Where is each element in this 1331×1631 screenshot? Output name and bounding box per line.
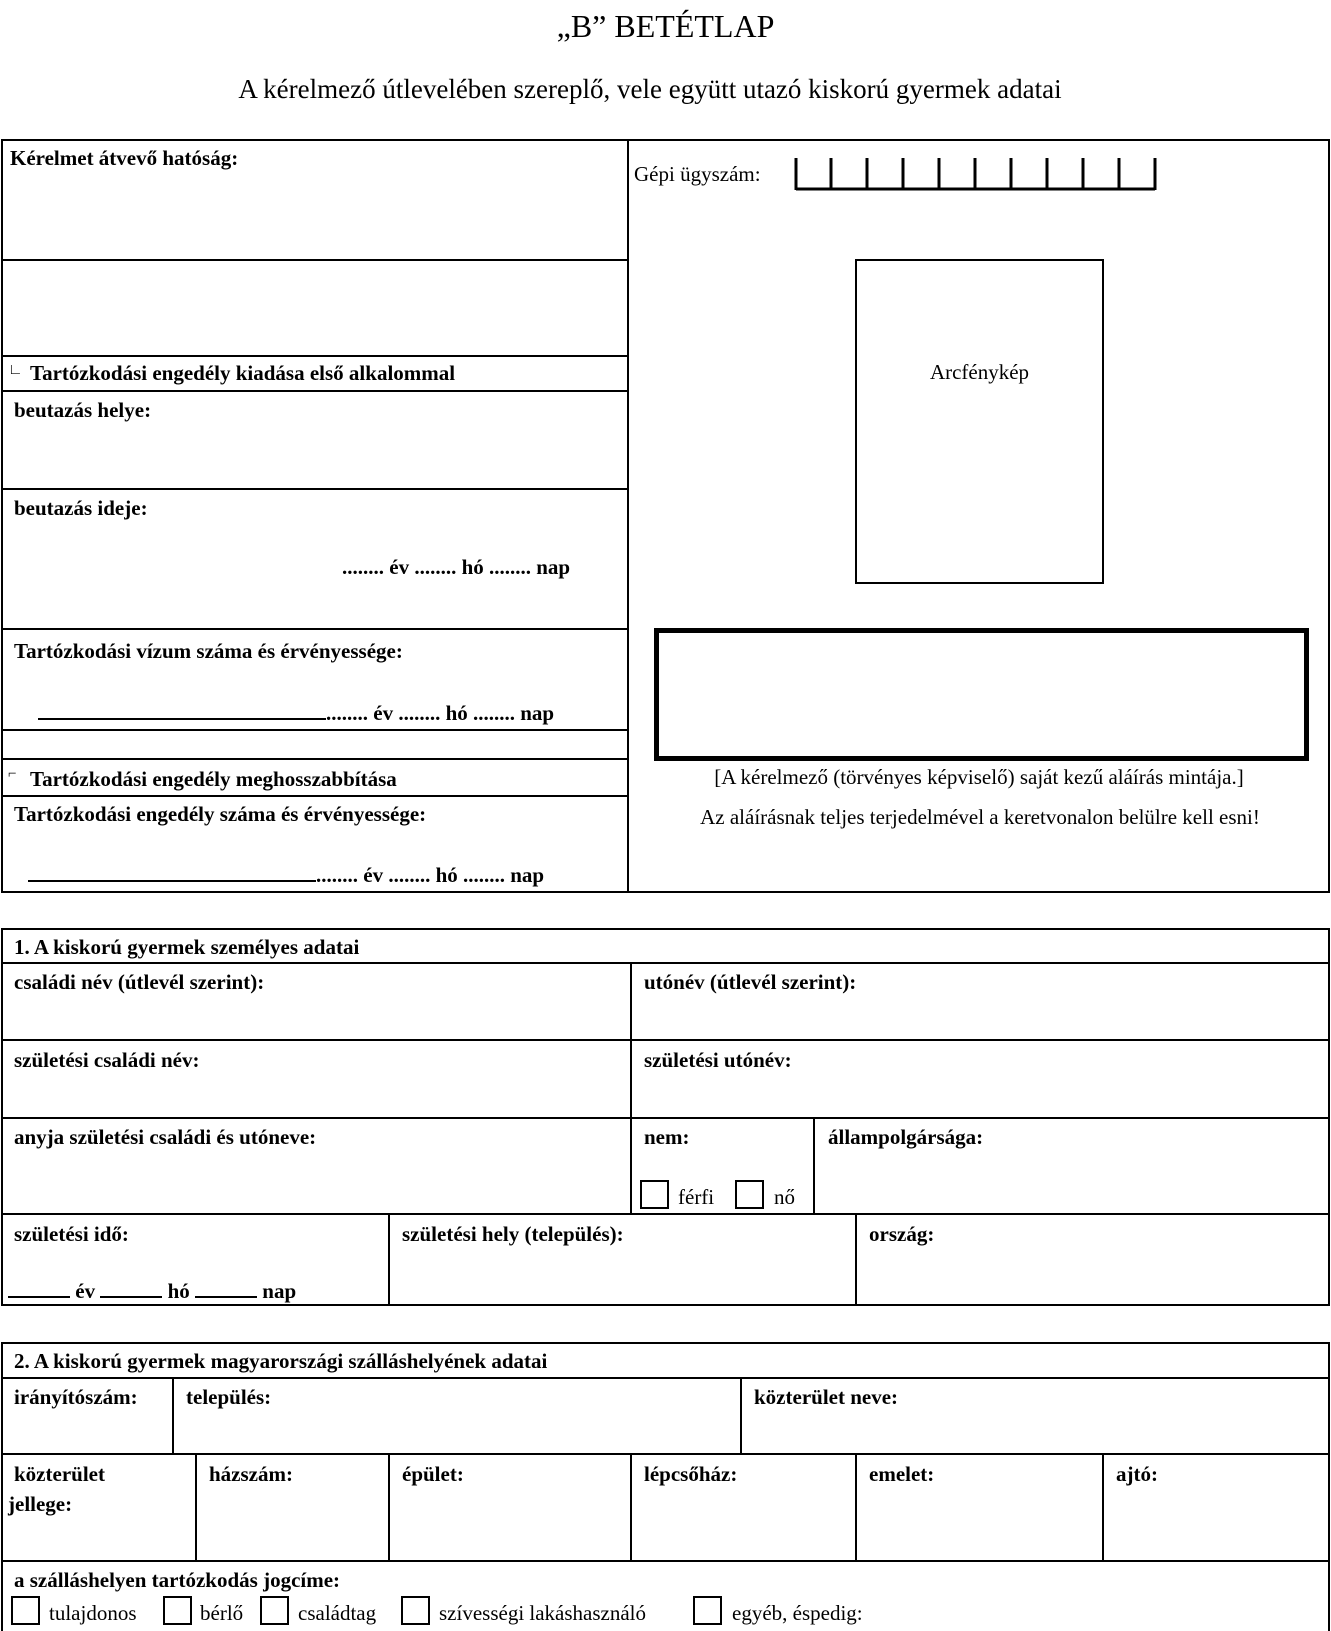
authority-field[interactable] [3, 175, 625, 257]
divider [1, 1039, 1330, 1041]
authority-extra-field[interactable] [3, 262, 625, 354]
signature-caption: [A kérelmező (törvényes képviselő) saját kezű aláírás mintája.] [714, 765, 1244, 789]
birth-month-blank[interactable] [100, 1278, 162, 1298]
other-checkbox[interactable] [693, 1596, 722, 1625]
extension-checkbox-icon[interactable]: ⌐ [8, 766, 17, 782]
divider [1, 1213, 1330, 1215]
visa-label: Tartózkodási vízum száma és érvényessége: [14, 639, 403, 663]
divider [855, 1213, 857, 1306]
sex-label: nem: [644, 1125, 690, 1149]
birth-family-name-field[interactable] [3, 1076, 628, 1116]
birth-family-name-label: születési családi név: [14, 1048, 200, 1072]
authority-label: Kérelmet átvevő hatóság: [10, 146, 239, 170]
form-subtitle: A kérelmező útlevelében szereplő, vele együtt utazó kiskorú gyermek adatai [238, 74, 1062, 104]
divider [1, 795, 627, 797]
house-number-label: házszám: [209, 1462, 293, 1486]
entry-time-label: beutazás ideje: [14, 496, 148, 520]
courtesy-user-label: szívességi lakáshasználó [439, 1601, 647, 1625]
permit-number-blank[interactable] [28, 862, 316, 882]
owner-label: tulajdonos [49, 1601, 137, 1625]
divider [195, 1453, 197, 1560]
section1-title: 1. A kiskorú gyermek személyes adatai [14, 935, 360, 959]
street-type-label-1: közterület [14, 1462, 105, 1486]
given-name-field[interactable] [633, 1000, 1328, 1038]
female-label: nő [774, 1185, 795, 1209]
street-type-label-2: jellege: [8, 1492, 73, 1516]
divider [1, 628, 627, 630]
owner-checkbox[interactable] [11, 1596, 40, 1625]
birth-place-label: születési hely (település): [402, 1222, 624, 1246]
birth-year-label: év [75, 1279, 96, 1303]
legal-basis-label: a szálláshelyen tartózkodás jogcíme: [14, 1568, 341, 1592]
divider [388, 1453, 390, 1560]
birth-day-label: nap [262, 1279, 297, 1303]
entry-place-field[interactable] [3, 425, 625, 487]
visa-number-blank[interactable] [38, 700, 326, 720]
section2-title: 2. A kiskorú gyermek magyarországi szálláshelyének adatai [14, 1349, 548, 1373]
postcode-label: irányítószám: [14, 1385, 138, 1409]
tenant-label: bérlő [200, 1601, 244, 1625]
birth-date-value[interactable] [8, 1278, 296, 1304]
divider [740, 1377, 742, 1453]
citizenship-label: állampolgársága: [828, 1125, 984, 1149]
floor-label: emelet: [869, 1462, 935, 1486]
male-label: férfi [678, 1185, 715, 1209]
family-member-checkbox[interactable] [260, 1596, 289, 1625]
extension-label: Tartózkodási engedély meghosszabbítása [30, 767, 397, 791]
divider [1, 1560, 1330, 1562]
family-name-label: családi név (útlevél szerint): [14, 970, 265, 994]
signature-box[interactable] [654, 628, 1309, 761]
divider [630, 962, 632, 1213]
staircase-label: lépcsőház: [644, 1462, 738, 1486]
divider [172, 1377, 174, 1453]
divider [1, 729, 627, 731]
divider [1, 259, 627, 261]
case-number-boxes[interactable] [793, 156, 1158, 192]
family-name-field[interactable] [3, 1000, 628, 1038]
divider [1, 1453, 1330, 1455]
entry-time-date[interactable]: ........ év ........ hó ........ nap [342, 555, 571, 579]
birth-day-blank[interactable] [195, 1278, 257, 1298]
street-name-label: közterület neve: [754, 1385, 899, 1409]
door-label: ajtó: [1116, 1462, 1158, 1486]
photo-box [855, 259, 1104, 584]
divider [1, 488, 627, 490]
birth-month-label: hó [167, 1279, 190, 1303]
first-issue-label: Tartózkodási engedély kiadása első alkalommal [30, 361, 456, 385]
permit-value[interactable] [28, 862, 544, 888]
mother-name-label: anyja születési családi és utóneve: [14, 1125, 317, 1149]
divider [1, 1377, 1330, 1379]
building-label: épület: [402, 1462, 464, 1486]
birth-given-name-label: születési utónév: [644, 1048, 792, 1072]
first-issue-checkbox-icon[interactable]: ∟ [8, 362, 23, 378]
divider [1, 1117, 1330, 1119]
birth-year-blank[interactable] [8, 1278, 70, 1298]
divider [1, 390, 627, 392]
divider [1, 758, 627, 760]
settlement-label: település: [186, 1385, 272, 1409]
country-label: ország: [869, 1222, 935, 1246]
birth-given-name-field[interactable] [633, 1076, 1328, 1116]
family-member-label: családtag [298, 1601, 377, 1625]
divider [630, 1453, 632, 1560]
visa-date[interactable]: ........ év ........ hó ........ nap [326, 701, 555, 725]
permit-date[interactable]: ........ év ........ hó ........ nap [316, 863, 545, 887]
permit-label: Tartózkodási engedély száma és érvényessége: [14, 802, 427, 826]
female-checkbox[interactable] [735, 1180, 764, 1209]
divider [1102, 1453, 1104, 1560]
divider [388, 1213, 390, 1306]
case-number-label: Gépi ügyszám: [634, 162, 761, 186]
given-name-label: utónév (útlevél szerint): [644, 970, 857, 994]
visa-value[interactable] [38, 700, 554, 726]
other-label: egyéb, éspedig: [732, 1601, 863, 1625]
tenant-checkbox[interactable] [163, 1596, 192, 1625]
male-checkbox[interactable] [640, 1180, 669, 1209]
courtesy-user-checkbox[interactable] [401, 1596, 430, 1625]
divider [855, 1453, 857, 1560]
divider [1, 962, 1330, 964]
divider [813, 1117, 815, 1213]
signature-note: Az aláírásnak teljes terjedelmével a keretvonalon belülre kell esni! [700, 805, 1260, 829]
divider [1, 355, 627, 357]
photo-label: Arcfénykép [929, 360, 1030, 384]
entry-place-label: beutazás helye: [14, 398, 152, 422]
form-title: „B” BETÉTLAP [556, 8, 775, 44]
birth-date-label: születési idő: [14, 1222, 129, 1246]
